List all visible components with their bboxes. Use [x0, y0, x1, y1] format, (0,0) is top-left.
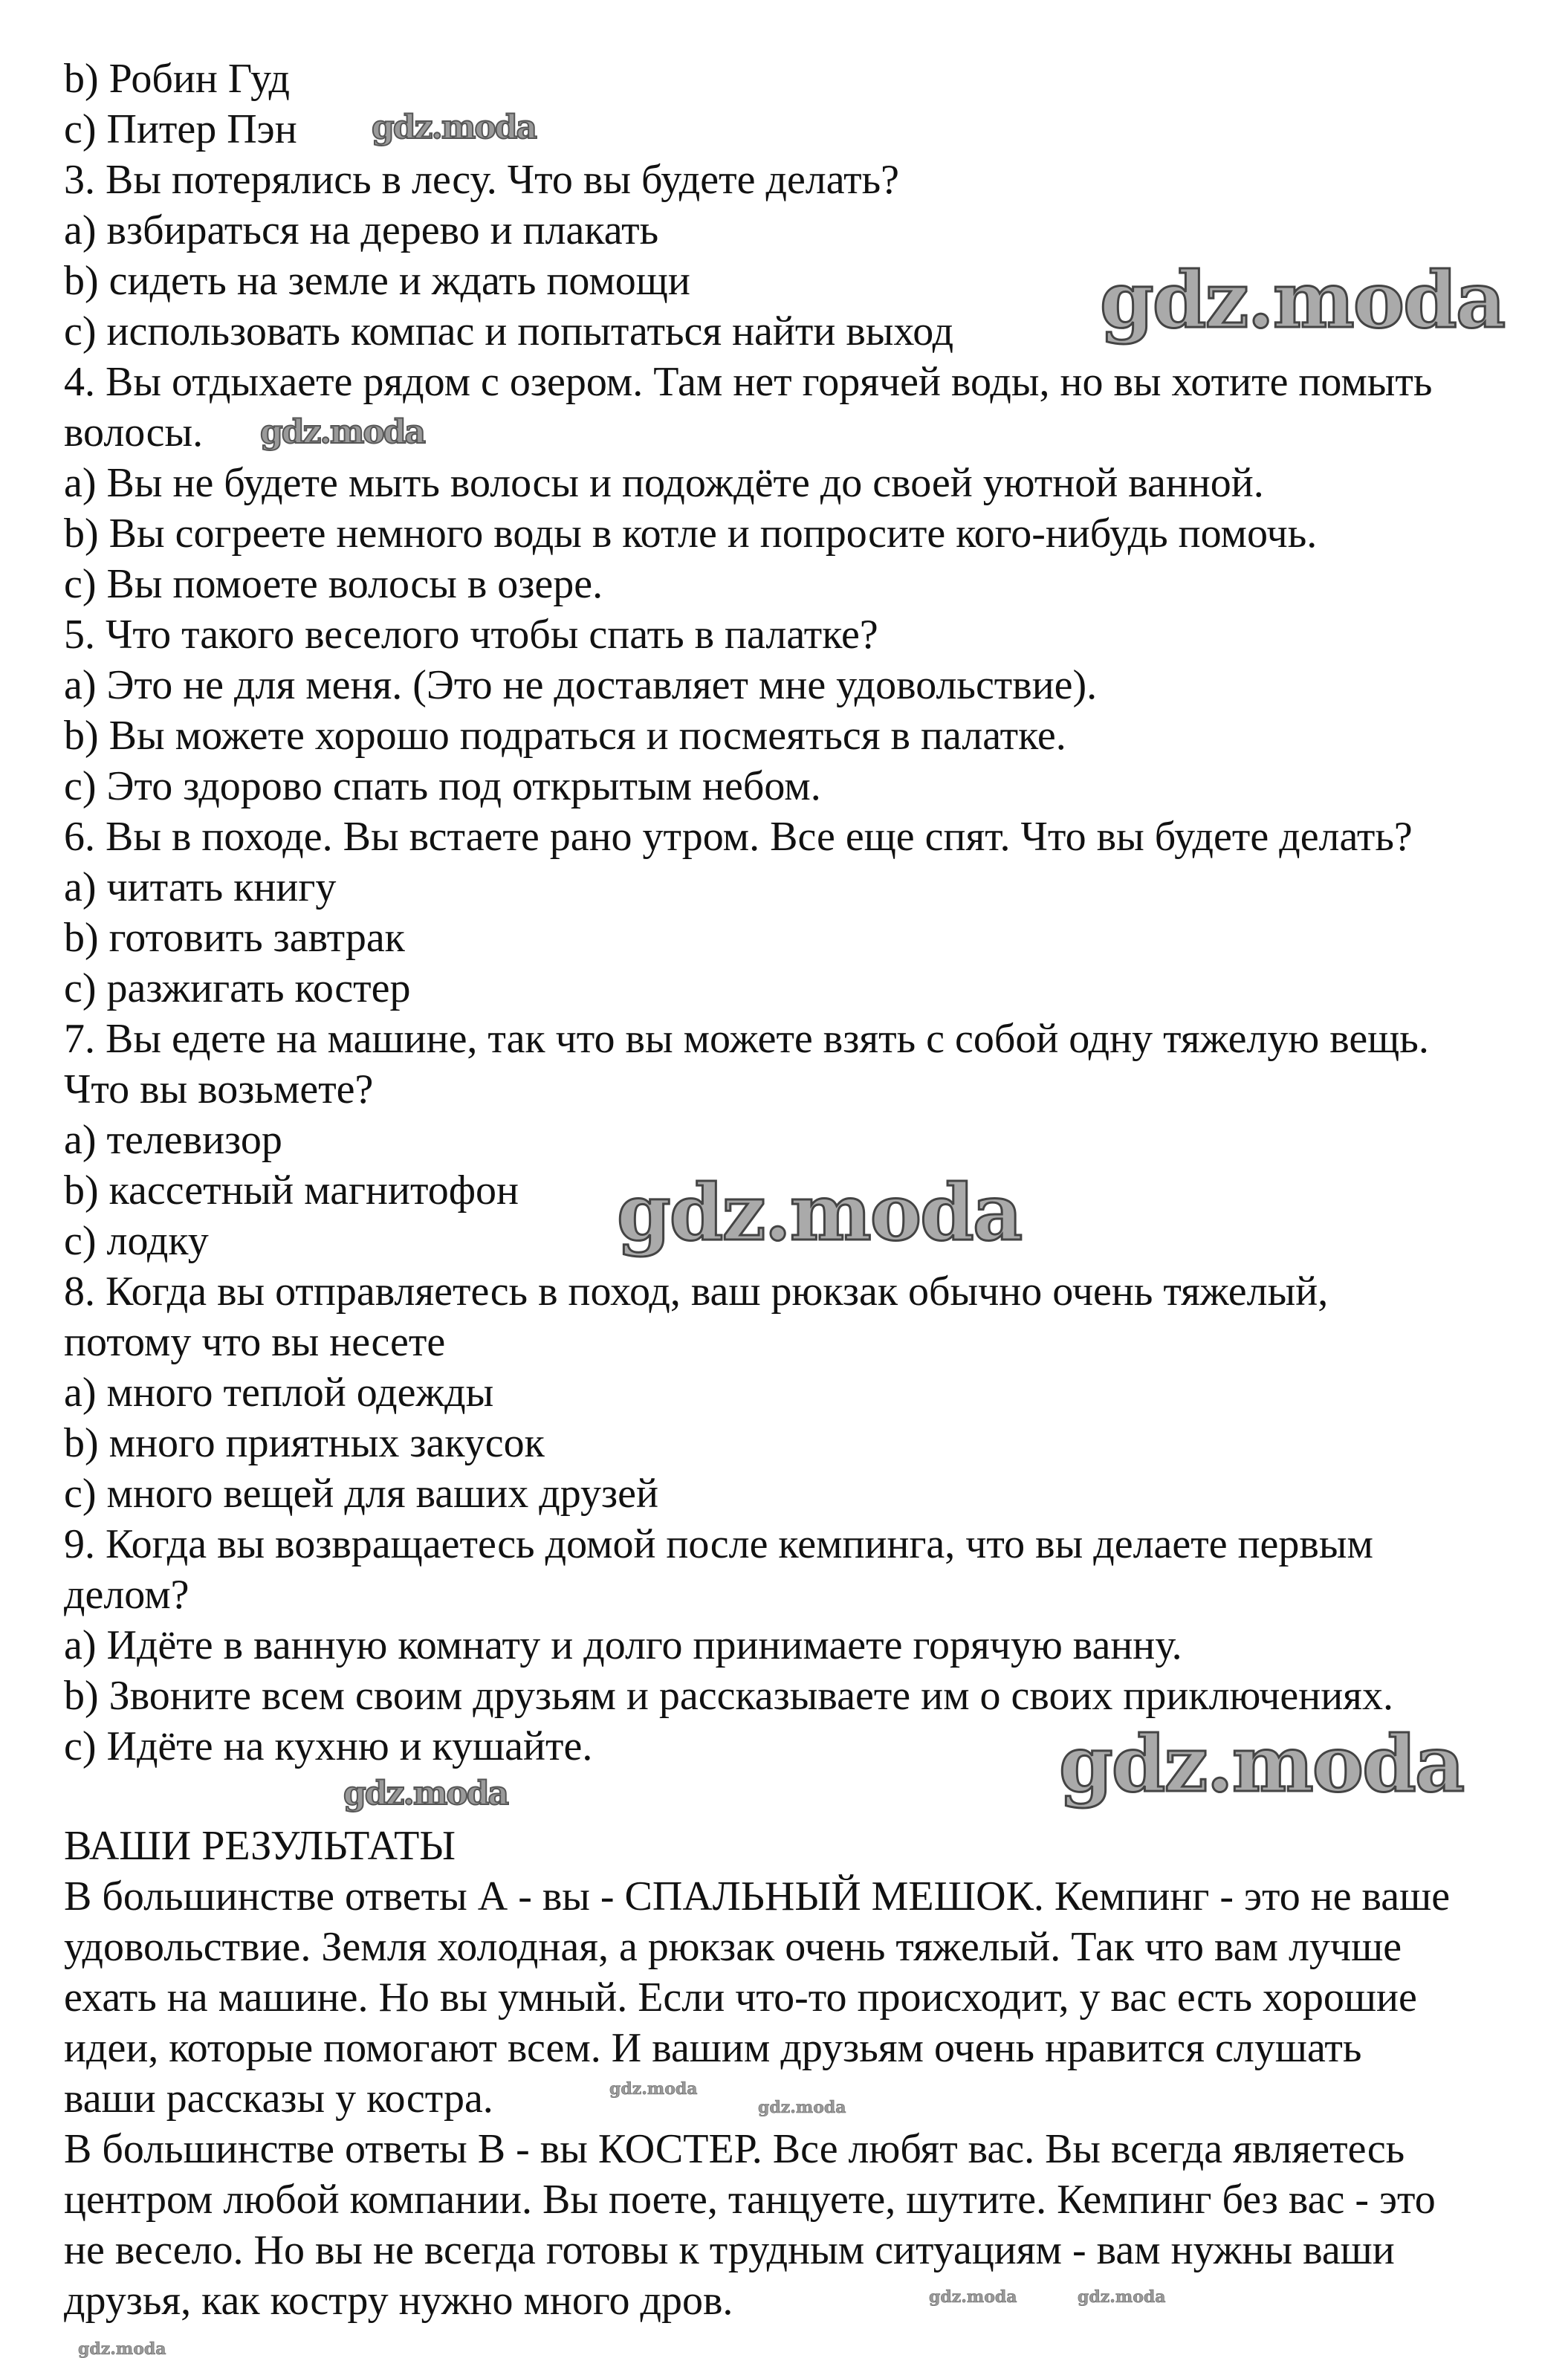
- watermark: gdz.moda: [1059, 1718, 1464, 1810]
- watermark: gdz.moda: [758, 2098, 846, 2117]
- watermark: gdz.moda: [1100, 254, 1505, 346]
- text-line: Что вы возьмете?: [64, 1066, 374, 1112]
- text-line: c) Это здорово спать под открытым небом.: [64, 763, 821, 809]
- watermark: gdz.moda: [929, 2287, 1017, 2307]
- text-line: c) Идёте на кухню и кушайте.: [64, 1723, 593, 1769]
- text-line: a) телевизор: [64, 1117, 282, 1163]
- watermark: gdz.moda: [78, 2339, 166, 2359]
- text-line: b) Вы согреете немного воды в котле и попросите кого-нибудь помочь.: [64, 511, 1318, 557]
- text-line: В большинстве ответы В - вы КОСТЕР. Все любят вас. Вы всегда являетесь: [64, 2126, 1405, 2172]
- text-line: идеи, которые помогают всем. И вашим друзьям очень нравится слушать: [64, 2025, 1362, 2071]
- text-line: a) Это не для меня. (Это не доставляет мне удовольствие).: [64, 662, 1098, 708]
- text-line: В большинстве ответы А - вы - СПАЛЬНЫЙ МЕШОК. Кемпинг - это не ваше: [64, 1873, 1451, 1919]
- text-line: a) много теплой одежды: [64, 1370, 494, 1416]
- watermark: gdz.moda: [1078, 2287, 1166, 2307]
- text-line: 3. Вы потерялись в лесу. Что вы будете делать?: [64, 157, 900, 203]
- text-line: a) Вы не будете мыть волосы и подождёте до своей уютной ванной.: [64, 460, 1264, 506]
- text-line: c) разжигать костер: [64, 965, 411, 1011]
- text-line: друзья, как костру нужно много дров.: [64, 2278, 733, 2324]
- text-line: a) читать книгу: [64, 864, 337, 910]
- text-line: 9. Когда вы возвращаетесь домой после кемпинга, что вы делаете первым: [64, 1521, 1373, 1567]
- watermark: gdz.moda: [609, 2079, 698, 2099]
- text-line: 4. Вы отдыхаете рядом с озером. Там нет горячей воды, но вы хотите помыть: [64, 359, 1433, 405]
- text-line: b) готовить завтрак: [64, 915, 405, 961]
- text-line: делом?: [64, 1572, 189, 1618]
- watermark: gdz.moda: [617, 1167, 1022, 1258]
- text-line: a) взбираться на дерево и плакать: [64, 207, 659, 253]
- text-line: 8. Когда вы отправляетесь в поход, ваш рюкзак обычно очень тяжелый,: [64, 1269, 1329, 1315]
- text-line: b) Вы можете хорошо подраться и посмеяться в палатке.: [64, 713, 1066, 759]
- watermark: gdz.moda: [260, 413, 425, 451]
- text-line: удовольствие. Земля холодная, а рюкзак очень тяжелый. Так что вам лучше: [64, 1924, 1402, 1970]
- text-line: b) сидеть на земле и ждать помощи: [64, 258, 690, 304]
- text-line: c) Вы помоете волосы в озере.: [64, 561, 603, 607]
- text-line: центром любой компании. Вы поете, танцуете, шутите. Кемпинг без вас - это: [64, 2177, 1436, 2223]
- text-line: ехать на машине. Но вы умный. Если что-то происходит, у вас есть хорошие: [64, 1974, 1417, 2021]
- text-line: b) Робин Гуд: [64, 56, 291, 102]
- text-line: c) лодку: [64, 1218, 209, 1264]
- text-line: b) Звоните всем своим друзьям и рассказываете им о своих приключениях.: [64, 1673, 1393, 1719]
- text-line: потому что вы несете: [64, 1319, 446, 1365]
- text-line: a) Идёте в ванную комнату и долго принимаете горячую ванну.: [64, 1622, 1182, 1668]
- watermark: gdz.moda: [343, 1775, 508, 1812]
- text-line: b) много приятных закусок: [64, 1420, 545, 1466]
- text-line: c) Питер Пэн: [64, 106, 297, 152]
- results-heading: ВАШИ РЕЗУЛЬТАТЫ: [64, 1823, 456, 1869]
- text-line: c) использовать компас и попытаться найти выход: [64, 308, 954, 354]
- text-line: 6. Вы в походе. Вы встаете рано утром. Все еще спят. Что вы будете делать?: [64, 814, 1413, 860]
- text-line: c) много вещей для ваших друзей: [64, 1471, 658, 1517]
- watermark: gdz.moda: [372, 108, 537, 146]
- text-line: не весело. Но вы не всегда готовы к трудным ситуациям - вам нужны ваши: [64, 2227, 1395, 2273]
- text-line: ваши рассказы у костра.: [64, 2076, 493, 2122]
- text-line: 7. Вы едете на машине, так что вы можете взять с собой одну тяжелую вещь.: [64, 1016, 1429, 1062]
- text-line: 5. Что такого веселого чтобы спать в палатке?: [64, 612, 878, 658]
- text-line: волосы.: [64, 409, 204, 456]
- text-line: b) кассетный магнитофон: [64, 1167, 519, 1214]
